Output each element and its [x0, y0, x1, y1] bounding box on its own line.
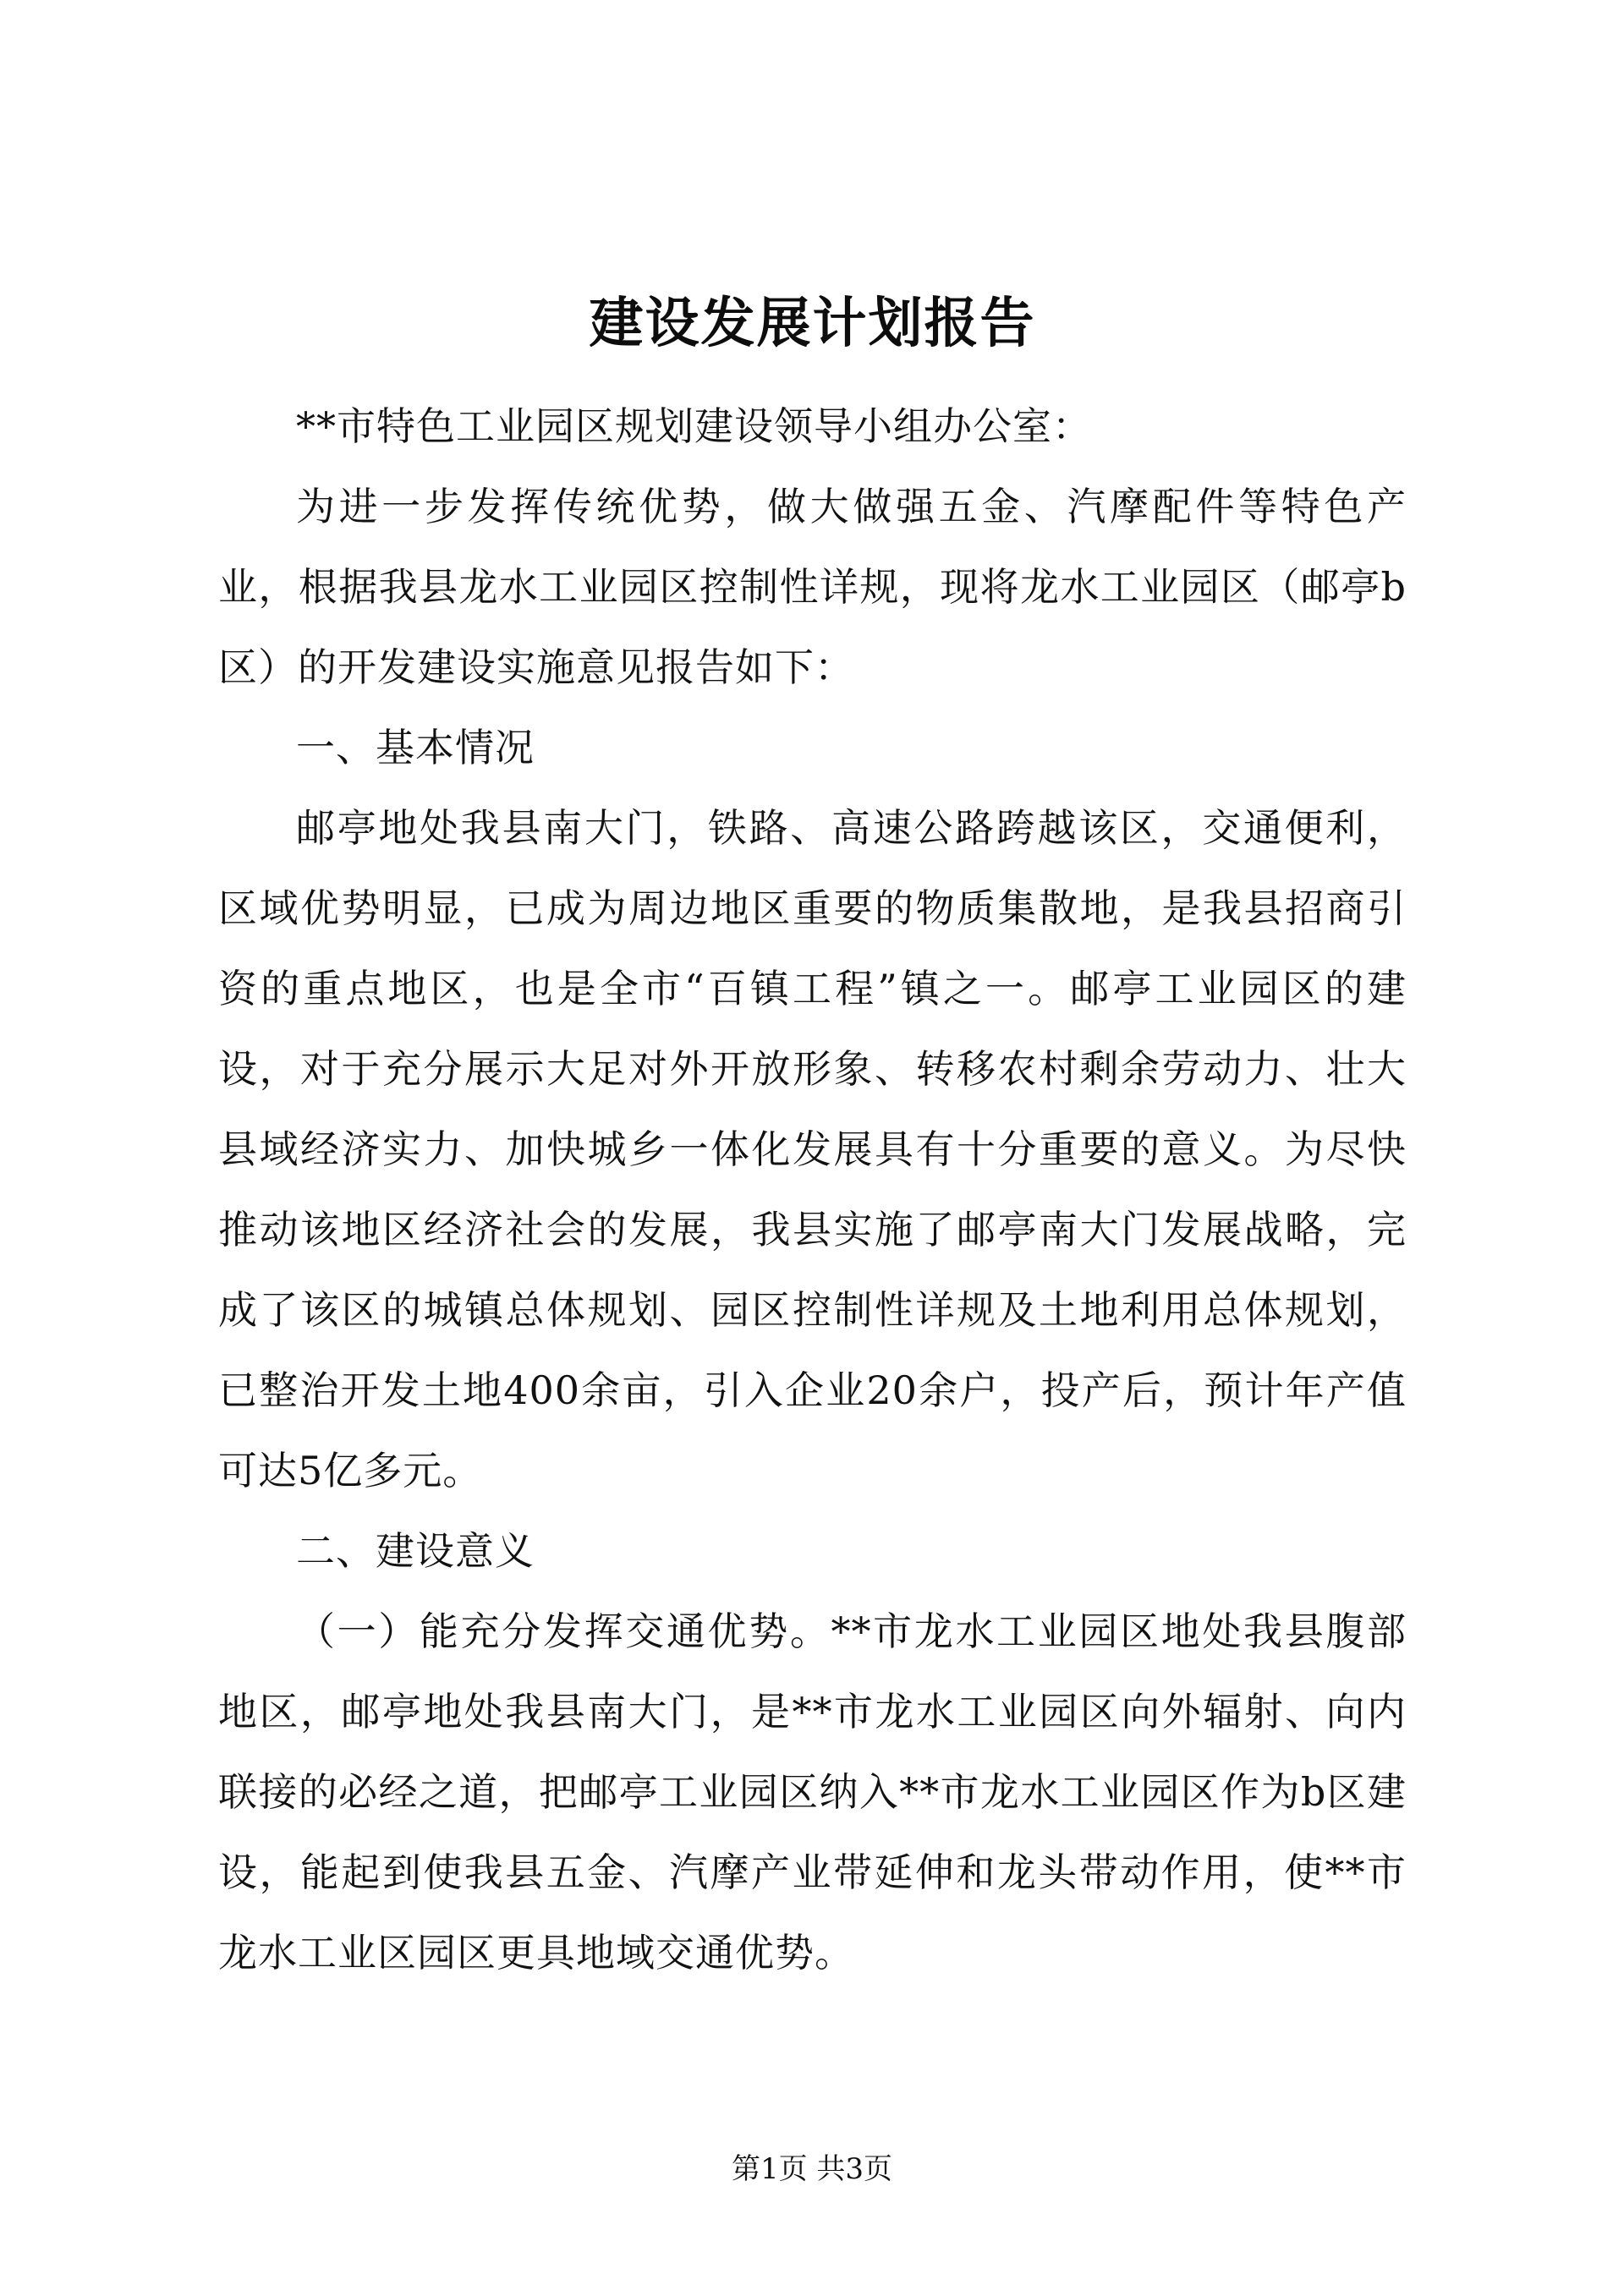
document-title: 建设发展计划报告: [589, 292, 1036, 355]
document-body: [218, 283, 1407, 1993]
page-number: 第1页 共3页: [731, 2152, 893, 2186]
section-significance-item-1: （一）能充分发挥交通优势。**市龙水工业园区地处我县腹部地区，邮亭地处我县南大门，是**市龙水工业园区向外辐射、向内联接的必经之道，把邮亭工业园区纳入**市龙水工业园区作为b区建设，能起到使我县五金、汽摩产业带延伸和龙头带动作用，使**市龙水工业区园区更具地域交通优势。: [218, 1608, 1407, 1975]
section-heading-significance: 二、建设意义: [296, 1528, 535, 1574]
salutation: **市特色工业园区规划建设领导小组办公室：: [296, 403, 1092, 449]
intro-paragraph: 为进一步发挥传统优势，做大做强五金、汽摩配件等特色产业，根据我县龙水工业园区控制性详规，现将龙水工业园区（邮亭b区）的开发建设实施意见报告如下：: [218, 484, 1407, 690]
section-heading-basic-situation: 一、基本情况: [296, 725, 535, 770]
page-footer: [0, 2148, 1624, 2190]
section-basic-situation-body: 邮亭地处我县南大门，铁路、高速公路跨越该区，交通便利，区域优势明显，已成为周边地区重要的物质集散地，是我县招商引资的重点地区，也是全市“百镇工程”镇之一。邮亭工业园区的建设，对于充分展示大足对外开放形象、转移农村剩余劳动力、壮大县域经济实力、加快城乡一体化发展具有十分重要的意义。为尽快推动该地区经济社会的发展，我县实施了邮亭南大门发展战略，完成了该区的城镇总体规划、园区控制性详规及土地利用总体规划，已整治开发土地400余亩，引入企业20余户，投产后，预计年产值可达5亿多元。: [218, 805, 1407, 1493]
